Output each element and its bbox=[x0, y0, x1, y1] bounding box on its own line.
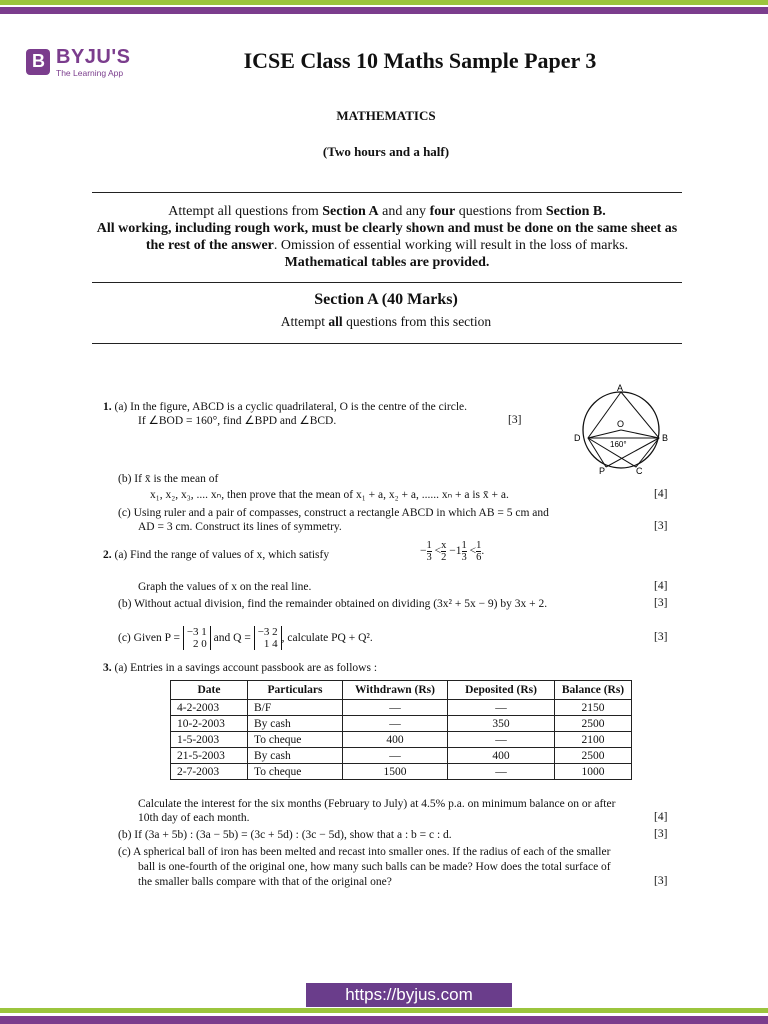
q1-part-a-line2: If ∠BOD = 160°, find ∠BPD and ∠BCD. bbox=[138, 415, 337, 427]
table-header-row bbox=[171, 681, 632, 700]
q2-part-a-line2: Graph the values of x on the real line. bbox=[138, 581, 312, 593]
q1-b-marks: [4] bbox=[654, 488, 668, 500]
q3-part-b: (b) If (3a + 5b) : (3a − 5b) = (3c + 5d) : (3c − 5d), show that a : b = c : d. bbox=[118, 829, 452, 841]
divider bbox=[92, 282, 682, 283]
table-header: Deposited (Rs) bbox=[448, 681, 555, 700]
q3-c-marks: [3] bbox=[654, 875, 668, 887]
byjus-logo bbox=[26, 46, 136, 80]
q3-part-c-line1: (c) A spherical ball of iron has been melted and recast into smaller ones. If the radius of each of the smaller bbox=[118, 846, 611, 858]
q2-inequality: − $\frac{1}{3}$ < $\frac{x}{2}$ −1 $\frac{1}{3}$ < $\frac{1}{6}$ . bbox=[420, 540, 485, 563]
table-cell: 400 bbox=[448, 748, 555, 764]
table-cell: By cash bbox=[248, 716, 343, 732]
q3-part-a-line2: Calculate the interest for the six months (February to July) at 4.5% p.a. on minimum balance on or after bbox=[138, 798, 616, 810]
table-cell: 1000 bbox=[555, 764, 632, 780]
footer-website-link[interactable]: https://byjus.com bbox=[306, 983, 512, 1007]
matrix-p: −3 1 2 0 bbox=[183, 626, 211, 650]
table-cell: 2-7-2003 bbox=[171, 764, 248, 780]
q1-part-b-line1: (b) If x̄ is the mean of bbox=[118, 473, 219, 485]
q2-part-b: (b) Without actual division, find the remainder obtained on dividing (3x² + 5x − 9) by 3x + 2. bbox=[118, 598, 548, 610]
passbook-table bbox=[170, 680, 632, 780]
matrix-q: −3 2 1 4 bbox=[254, 626, 282, 650]
q2-c-marks: [3] bbox=[654, 631, 668, 643]
table-cell: 350 bbox=[448, 716, 555, 732]
instruction-line-1: Attempt all questions from Section A and any four questions from Section B. bbox=[168, 204, 606, 219]
table-cell: 2150 bbox=[555, 700, 632, 716]
table-cell: B/F bbox=[248, 700, 343, 716]
table-cell: — bbox=[343, 748, 448, 764]
table-cell: 1-5-2003 bbox=[171, 732, 248, 748]
table-cell: 2500 bbox=[555, 716, 632, 732]
table-cell: 1500 bbox=[343, 764, 448, 780]
table-cell: — bbox=[343, 700, 448, 716]
table-cell: 2100 bbox=[555, 732, 632, 748]
logo-b-icon: B bbox=[26, 49, 50, 75]
duration-text: (Two hours and a half) bbox=[322, 144, 450, 159]
table-cell: 4-2-2003 bbox=[171, 700, 248, 716]
divider bbox=[92, 192, 682, 193]
q3-b-marks: [3] bbox=[654, 828, 668, 840]
q1-part-c-line1: (c) Using ruler and a pair of compasses, construct a rectangle ABCD in which AB = 5 cm and bbox=[118, 507, 549, 519]
q2-a-marks: [4] bbox=[654, 580, 668, 592]
q1-part-c-line2: AD = 3 cm. Construct its lines of symmetry. bbox=[138, 521, 342, 533]
table-row bbox=[171, 748, 632, 764]
q3-a-marks: [4] bbox=[654, 811, 668, 823]
divider bbox=[92, 343, 682, 344]
fig-label-p: P bbox=[599, 466, 606, 475]
table-cell: 2500 bbox=[555, 748, 632, 764]
fig-angle-label: 160° bbox=[610, 440, 627, 449]
table-cell: — bbox=[448, 732, 555, 748]
page-title: ICSE Class 10 Maths Sample Paper 3 bbox=[243, 48, 597, 73]
fig-label-a: A bbox=[617, 383, 624, 393]
fig-label-o: O bbox=[617, 419, 625, 429]
table-header: Particulars bbox=[248, 681, 343, 700]
logo-name: BYJU'S bbox=[56, 46, 131, 68]
q1-part-a-line1: 1. (a) In the figure, ABCD is a cyclic quadrilateral, O is the centre of the circle. bbox=[103, 401, 468, 413]
table-row bbox=[171, 732, 632, 748]
q2-part-a-line1: 2. (a) Find the range of values of x, which satisfy bbox=[103, 549, 330, 561]
q2-part-c: (c) Given P = −3 1 2 0 and Q = −3 2 1 4 , calculate PQ + Q². bbox=[118, 626, 373, 651]
instructions bbox=[92, 203, 682, 271]
table-cell: 400 bbox=[343, 732, 448, 748]
table-row bbox=[171, 700, 632, 716]
q1-a-marks: [3] bbox=[508, 414, 522, 426]
logo-tagline: The Learning App bbox=[56, 68, 124, 78]
q3-part-a-line1: 3. (a) Entries in a savings account passbook are as follows : bbox=[103, 662, 378, 674]
table-cell: To cheque bbox=[248, 732, 343, 748]
fig-label-d: D bbox=[574, 433, 581, 443]
fig-label-c: C bbox=[636, 466, 643, 475]
instruction-line-2: All working, including rough work, must be clearly shown and must be done on the same sheet as the rest of the answer. Omission of essential working will result in the loss of marks. bbox=[96, 221, 678, 253]
table-cell: 10-2-2003 bbox=[171, 716, 248, 732]
q3-part-c-line2: ball is one-fourth of the original one, how many such balls can be made? How does the total surface of bbox=[138, 861, 611, 873]
top-brand-bar bbox=[0, 0, 768, 14]
table-row bbox=[171, 764, 632, 780]
section-subheading: Attempt all questions from this section bbox=[280, 314, 492, 329]
q1-c-marks: [3] bbox=[654, 520, 668, 532]
table-header: Date bbox=[171, 681, 248, 700]
table-cell: To cheque bbox=[248, 764, 343, 780]
instruction-line-3: Mathematical tables are provided. bbox=[284, 255, 490, 270]
table-cell: By cash bbox=[248, 748, 343, 764]
cyclic-quadrilateral-figure bbox=[566, 383, 684, 475]
q3-part-a-line3: 10th day of each month. bbox=[138, 812, 250, 824]
table-header: Balance (Rs) bbox=[555, 681, 632, 700]
table-header: Withdrawn (Rs) bbox=[343, 681, 448, 700]
table-cell: — bbox=[448, 700, 555, 716]
q1-part-b-line2: x₁, x₂, x₃, .... xₙ, then prove that the mean of x₁ + a, x₂ + a, ...... xₙ + a is x̄ + a. bbox=[150, 489, 509, 501]
table-cell: — bbox=[448, 764, 555, 780]
table-cell: — bbox=[343, 716, 448, 732]
table-row bbox=[171, 716, 632, 732]
section-heading: Section A (40 Marks) bbox=[314, 291, 458, 308]
fig-label-b: B bbox=[662, 433, 669, 443]
q3-part-c-line3: the smaller balls compare with that of the original one? bbox=[138, 876, 392, 888]
bottom-brand-bar bbox=[0, 1008, 768, 1024]
subject-heading: MATHEMATICS bbox=[336, 108, 436, 123]
q2-b-marks: [3] bbox=[654, 597, 668, 609]
table-cell: 21-5-2003 bbox=[171, 748, 248, 764]
